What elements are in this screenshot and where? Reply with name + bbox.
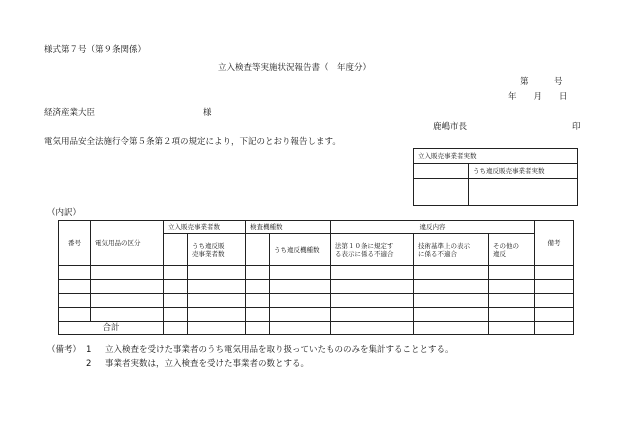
note-1-number: 1 <box>86 345 92 355</box>
summary-cell-total[interactable] <box>414 164 469 179</box>
header-violation-art10: 法第１０条に規定す る表示に係る不適合 <box>331 234 414 266</box>
form-title: 立入検査等実施状況報告書（ 年度分） <box>218 63 372 73</box>
summary-table <box>413 148 578 206</box>
header-inspected-total <box>164 234 188 266</box>
header-inspected-violation: うち違反販 売事業者数 <box>188 234 246 266</box>
header-category: 電気用品の区分 <box>91 221 164 266</box>
report-date: 年 月 日 <box>508 92 568 102</box>
header-models-total <box>246 234 270 266</box>
header-number: 番号 <box>59 221 91 266</box>
table-row <box>59 280 574 294</box>
header-models: 検査機種数 <box>246 221 331 234</box>
addressee: 経済産業大臣 <box>44 108 96 118</box>
seal-mark: 印 <box>572 122 581 132</box>
total-label: 合計 <box>59 322 164 335</box>
summary-cell-total-value[interactable] <box>414 179 469 206</box>
summary-cell-violation-value[interactable] <box>469 179 578 206</box>
header-remarks: 備考 <box>535 221 574 266</box>
header-inspected: 立入販売事業者数 <box>164 221 246 234</box>
form-number: 様式第７号（第９条関係） <box>44 45 147 55</box>
table-row <box>59 266 574 280</box>
note-2-number: 2 <box>86 359 92 369</box>
table-row <box>59 308 574 322</box>
summary-header-total: 立入販売事業者実数 <box>414 149 578 164</box>
notes-label: （備考） <box>47 345 82 355</box>
summary-header-violation: うち違反販売事業者実数 <box>469 164 578 179</box>
honorific: 様 <box>203 108 212 118</box>
header-violation: 違反内容 <box>331 221 535 234</box>
note-2-text: 事業者実数は，立入検査を受けた事業者の数とする。 <box>105 359 310 369</box>
intro-text: 電気用品安全法施行令第５条第２項の規定により，下記のとおり報告します。 <box>44 137 341 147</box>
header-models-violation: うち違反機種数 <box>270 234 331 266</box>
document-number: 第 号 <box>520 77 563 87</box>
total-row <box>59 322 574 335</box>
sender-name: 鹿嶋市長 <box>433 122 468 132</box>
header-violation-technical: 技術基準上の表示 に係る不適合 <box>414 234 489 266</box>
note-1-text: 立入検査を受けた事業者のうち電気用品を取り扱っていたもののみを集計することとする。 <box>105 345 454 355</box>
table-row <box>59 294 574 308</box>
breakdown-table <box>58 220 574 335</box>
breakdown-label: （内訳） <box>47 208 82 218</box>
header-violation-other: その他の 違反 <box>489 234 535 266</box>
